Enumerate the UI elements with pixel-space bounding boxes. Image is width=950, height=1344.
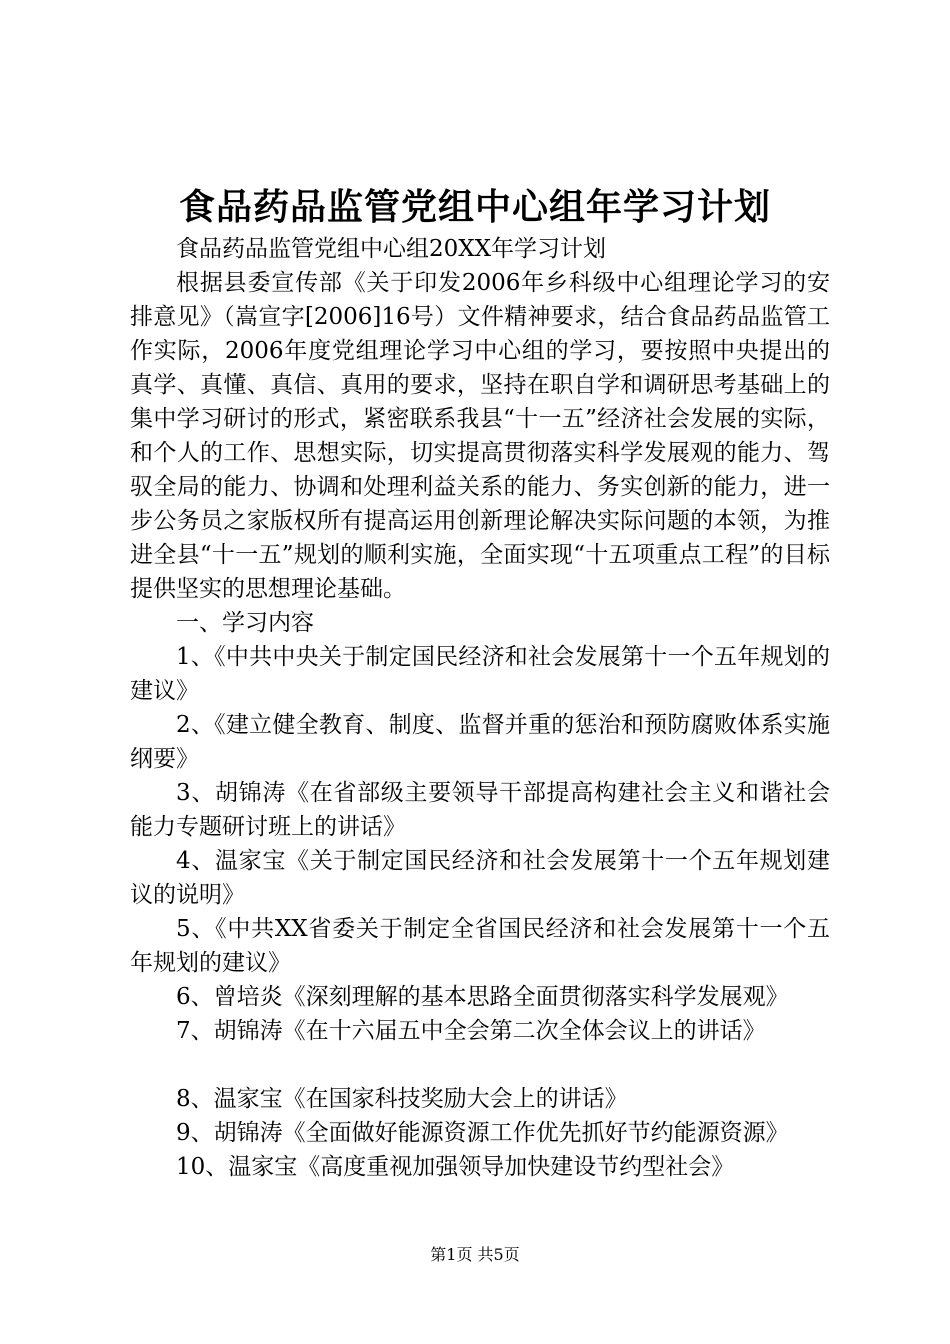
list-item: 1、《中共中央关于制定国民经济和社会发展第十一个五年规划的建议》 [130, 644, 830, 704]
document-title: 食品药品监管党组中心组年学习计划 [178, 187, 771, 228]
page-footer: 第1页 共5页 [430, 1245, 520, 1264]
list-item: 8、温家宝《在国家科技奖励大会上的讲话》 [176, 1086, 628, 1112]
intro-paragraph: 根据县委宣传部《关于印发2006年乡科级中心组理论学习的安排意见》（嵩宣字[2006]16号）文件精神要求，结合食品药品监管工作实际，2006年度党组理论学习中心组的学习，要按照中央提出的真学、真懂、真信、真用的要求，坚持在职自学和调研思考基础上的集中学习研讨的形式，紧密联系我县“十一五”经济社会发展的实际，和个人的工作、思想实际，切实提高贯彻落实科学发展观的能力、驾驭全局的能力、协调和处理利益关系的能力、务实创新的能力，进一步公务员之家版权所有提高运用创新理论解决实际问题的本领，为推进全县“十一五”规划的顺利实施，全面实现“十五项重点工程”的目标提供坚实的思想理论基础。 [130, 270, 830, 602]
list-item: 7、胡锦涛《在十六届五中全会第二次全体会议上的讲话》 [176, 1018, 766, 1044]
list-item: 9、胡锦涛《全面做好能源资源工作优先抓好节约能源资源》 [176, 1120, 789, 1146]
section-heading: 一、学习内容 [176, 610, 314, 636]
list-item: 3、胡锦涛《在省部级主要领导干部提高构建社会主义和谐社会能力专题研讨班上的讲话》 [130, 780, 830, 840]
list-item: 10、温家宝《高度重视加强领导加快建设节约型社会》 [176, 1154, 735, 1180]
document-body [130, 232, 830, 1184]
plan-subtitle: 食品药品监管党组中心组20XX年学习计划 [176, 236, 607, 262]
list-item: 5、《中共XX省委关于制定全省国民经济和社会发展第十一个五年规划的建议》 [130, 916, 830, 976]
list-item: 4、温家宝《关于制定国民经济和社会发展第十一个五年规划建议的说明》 [130, 848, 830, 908]
list-item: 2、《建立健全教育、制度、监督并重的惩治和预防腐败体系实施纲要》 [130, 712, 830, 772]
list-item: 6、曾培炎《深刻理解的基本思路全面贯彻落实科学发展观》 [176, 984, 789, 1010]
